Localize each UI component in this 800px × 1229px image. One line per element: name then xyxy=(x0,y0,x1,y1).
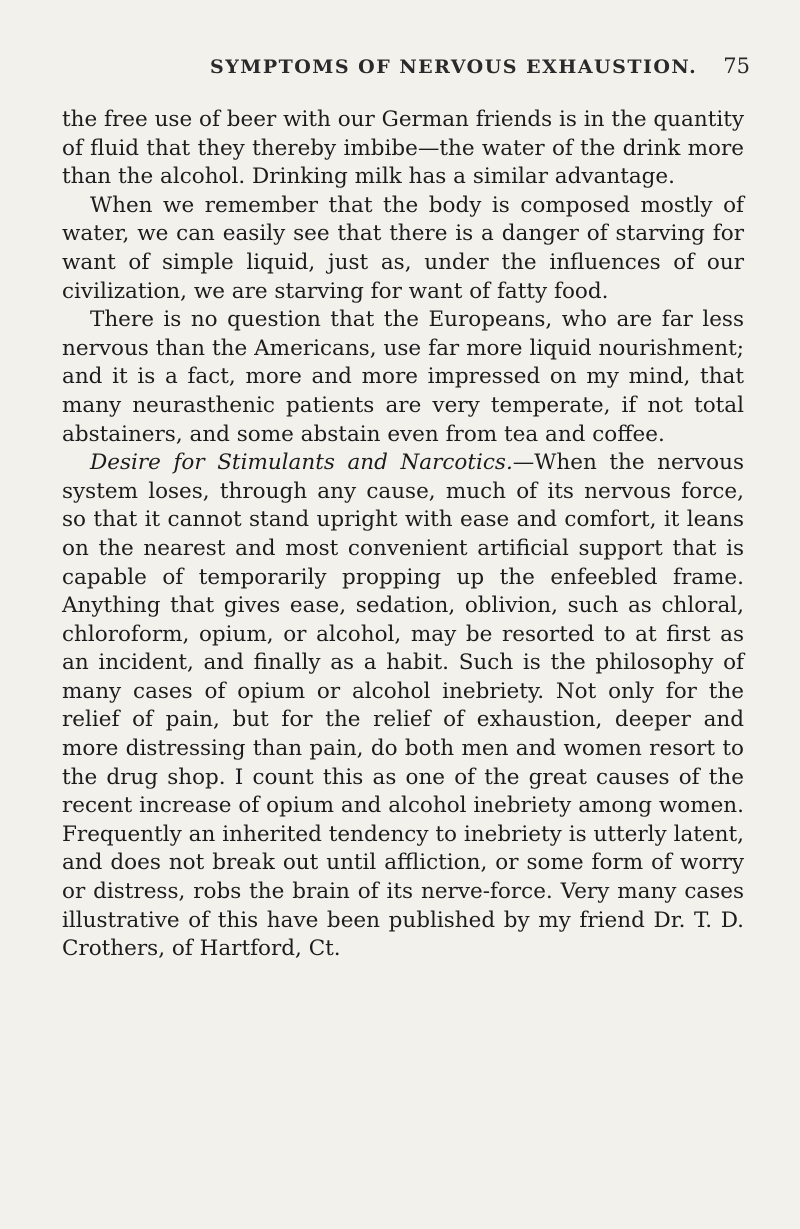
paragraph-2: When we remember that the body is composed mostly of water, we can easily see that there is a danger of starving for want of simple liquid, just as, under the influences of our civilization, we are starving for want of fatty food. xyxy=(62,192,744,304)
body-text xyxy=(62,106,744,964)
paragraph-3: There is no question that the Europeans, who are far less nervous than the Americans, use far more liquid nourishment; and it is a fact, more and more impressed on my mind, that many neurasthenic patients are very temperate, if not total abstainers, and some abstain even from tea and coffee. xyxy=(62,307,744,447)
section-heading: Desire for Stimulants and Narcotics. xyxy=(90,450,513,476)
paragraph-1: the free use of beer with our German friends is in the quantity of fluid that they thereby imbibe—the water of the drink more than the alcohol. Drinking milk has a similar advantage. xyxy=(62,107,744,190)
page-number: 75 xyxy=(723,54,750,78)
paragraph-4 xyxy=(62,449,744,964)
paragraph-4-text: —When the nervous system loses, through any cause, much of its nervous force, so that it cannot stand upright with ease and comfort, it leans on the nearest and most convenient artificial support that is capable of temporarily propping up the enfeebled frame. Anything that gives ease, sedation, oblivion, such as chloral, chloroform, opium, or alcohol, may be resorted to at first as an incident, and finally as a habit. Such is the philosophy of many cases of opium or alcohol inebriety. Not only for the relief of pain, but for the relief of exhaustion, deeper and more distressing than pain, do both men and women resort to the drug shop. I count this as one of the great causes of the recent increase of opium and alcohol inebriety among women. Frequently an inherited tendency to inebriety is utterly latent, and does not break out until affliction, or some form of worry or distress, robs the brain of its nerve-force. Very many cases illustrative of this have been published by my friend Dr. T. D. Crothers, of Hartford, Ct. xyxy=(62,450,744,962)
running-title: SYMPTOMS OF NERVOUS EXHAUSTION. xyxy=(210,56,698,78)
running-head xyxy=(60,56,750,96)
